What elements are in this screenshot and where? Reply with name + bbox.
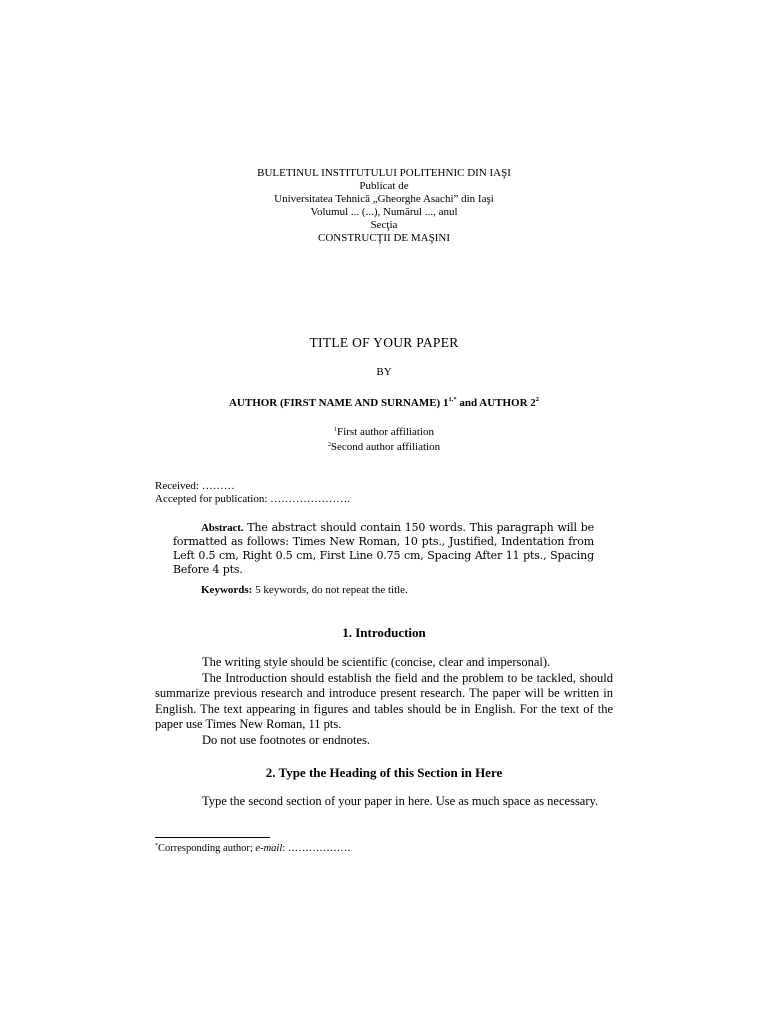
volume-info: Volumul ... (...), Numărul ..., anul xyxy=(310,206,458,218)
abstract-text: The abstract should contain 150 words. This paragraph will be formatted as follows: Times New Roman, 10 pts., Justified, Indentation from Left 0.5 cm, Right 0.5 cm, First Line 0.75 cm, Spacing After 11 pts., Spacing Before 4 pts. xyxy=(173,521,594,576)
received-date: Received: ……… xyxy=(155,480,235,492)
keywords xyxy=(201,584,408,596)
footnote-email-label: e-mail xyxy=(255,843,283,854)
footnote-email-value: : ……………… xyxy=(282,843,351,854)
paper-title: TITLE OF YOUR PAPER xyxy=(309,335,459,350)
section-1-heading: 1. Introduction xyxy=(342,625,426,640)
footnote xyxy=(155,843,351,854)
footnote-marker: * xyxy=(155,843,158,849)
abstract xyxy=(173,521,594,577)
section-name: CONSTRUCŢII DE MAŞINI xyxy=(318,232,450,244)
affiliation-1-text: First author affiliation xyxy=(337,426,434,438)
footnote-divider xyxy=(155,837,270,838)
section-2-heading: 2. Type the Heading of this Section in Here xyxy=(265,765,503,780)
paragraph: The Introduction should establish the field and the problem to be tackled, should summarize previous research and introduce present research. The paper will be written in English. The text appearing in figures and tables should be in English. For the text of the paper use Times New Roman, 11 pts. xyxy=(155,670,613,731)
paragraph: Type the second section of your paper in here. Use as much space as necessary. xyxy=(202,794,599,808)
footnote-text: Corresponding author; xyxy=(158,843,256,854)
affiliation-2-marker: 2 xyxy=(327,442,331,448)
affiliation-2-text: Second author affiliation xyxy=(330,441,441,453)
keywords-text: 5 keywords, do not repeat the title. xyxy=(252,584,408,596)
abstract-label: Abstract. xyxy=(201,522,244,534)
author-2-name: AUTHOR 2 xyxy=(479,397,536,409)
author-1-name: AUTHOR (FIRST NAME AND SURNAME) 1 xyxy=(228,397,449,409)
author-conjunction: and xyxy=(456,397,480,409)
section-label: Secţia xyxy=(370,219,398,231)
section-2-body xyxy=(155,794,613,810)
author-line xyxy=(0,396,768,409)
paragraph: Do not use footnotes or endnotes. xyxy=(202,732,371,747)
paragraph: The writing style should be scientific (concise, clear and impersonal). xyxy=(202,655,551,669)
author-1-marker: 1,* xyxy=(448,396,457,403)
journal-name: BULETINUL INSTITUTULUI POLITEHNIC DIN IAŞI xyxy=(257,167,511,179)
by-label: BY xyxy=(376,366,392,378)
keywords-label: Keywords: xyxy=(201,584,253,596)
abstract-paragraph xyxy=(173,521,594,577)
publisher-name: Universitatea Tehnică „Gheorghe Asachi” din Iaşi xyxy=(274,193,494,205)
affiliation-2 xyxy=(0,439,768,454)
affiliation-1-marker: 1 xyxy=(334,427,338,433)
publisher-label: Publicat de xyxy=(359,180,409,192)
journal-masthead xyxy=(0,167,768,245)
accepted-date: Accepted for publication: …………………. xyxy=(155,493,350,505)
author-2-marker: 2 xyxy=(535,396,540,403)
section-1-body xyxy=(155,655,613,748)
affiliations xyxy=(0,424,768,454)
affiliation-1 xyxy=(0,424,768,439)
dates-block xyxy=(155,480,350,506)
